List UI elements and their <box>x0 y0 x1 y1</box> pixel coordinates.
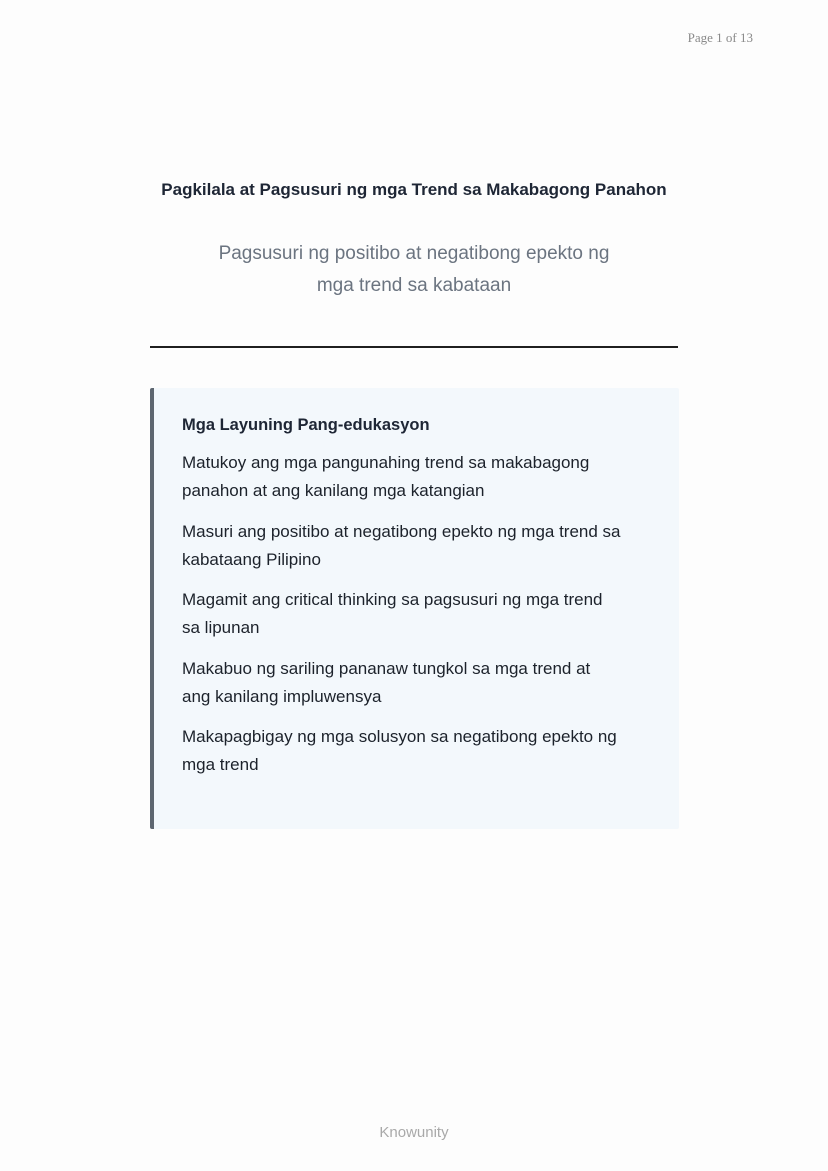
section-divider <box>150 346 678 348</box>
objectives-callout <box>150 388 679 829</box>
objective-line: kabataang Pilipino <box>182 549 321 569</box>
document-title: Pagkilala at Pagsusuri ng mga Trend sa Makabagong Panahon <box>161 180 667 199</box>
objective-line: Magamit ang critical thinking sa pagsusuri ng mga trend <box>182 590 603 609</box>
objective-line: ang kanilang impluwensya <box>182 686 382 706</box>
objective-line: Makabuo ng sariling pananaw tungkol sa mga trend at <box>182 658 591 678</box>
objective-line: sa lipunan <box>182 618 260 637</box>
objective-item <box>182 723 655 779</box>
objective-line: mga trend <box>182 755 259 774</box>
objective-line: Matukoy ang mga pangunahing trend sa makabagong <box>182 453 590 472</box>
objective-item <box>182 586 655 642</box>
objective-item <box>182 518 655 574</box>
objective-line: Masuri ang positibo at negatibong epekto ng mga trend sa <box>182 521 621 541</box>
objective-item <box>182 449 655 505</box>
objectives-heading: Mga Layuning Pang-edukasyon <box>182 416 430 434</box>
subtitle-line-1: Pagsusuri ng positibo at negatibong epekto ng <box>218 243 610 264</box>
objective-item <box>182 655 655 711</box>
page-number: Page 1 of 13 <box>687 30 753 45</box>
footer-brand: Knowunity <box>379 1124 449 1141</box>
objective-line: Makapagbigay ng mga solusyon sa negatibong epekto ng <box>182 727 617 746</box>
subtitle-line-2: mga trend sa kabataan <box>316 275 512 296</box>
document-subtitle <box>164 238 664 302</box>
objectives-list <box>182 449 655 779</box>
objective-line: panahon at ang kanilang mga katangian <box>182 481 485 500</box>
